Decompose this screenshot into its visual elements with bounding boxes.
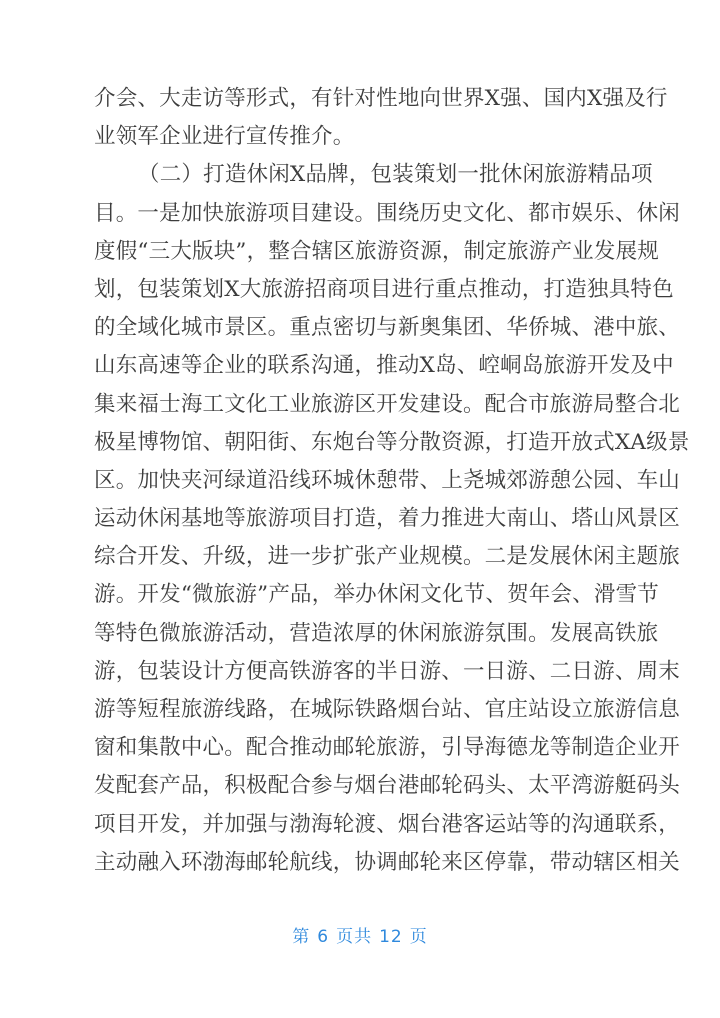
document-line: 运 动 休 闲 基 地 等 旅 游 项 目 打 造 ， 着 力 推 进 大 南 山 、 塔 山 风 景 区 xyxy=(94,506,680,532)
document-line: 极 星 博 物 馆 、 朝 阳 街 、 东 炮 台 等 分 散 资 源 ， 打 造 开 放 式 X A 级 景 xyxy=(94,429,690,455)
footer-middle-label: 页共 xyxy=(336,927,373,947)
document-line: 目 。 一 是 加 快 旅 游 项 目 建 设 。 围 绕 历 史 文 化 、 都 市 娱 乐 、 休 闲 xyxy=(94,200,680,226)
document-line: 等 特 色 微 旅 游 活 动 ， 营 造 浓 厚 的 休 闲 旅 游 氛 围 。 发 展 高 铁 旅 xyxy=(94,620,659,646)
document-line: 游 等 短 程 旅 游 线 路 ， 在 城 际 铁 路 烟 台 站 、 官 庄 站 设 立 旅 游 信 息 xyxy=(94,697,680,722)
document-line: 业领军企业进行宣传推介。 xyxy=(94,124,355,150)
document-line: 综 合 开 发 、 升 级 ， 进 一 步 扩 张 产 业 规 模 。 二 是 发 展 休 闲 主 题 旅 xyxy=(94,544,680,570)
footer-suffix-label: 页 xyxy=(409,927,428,947)
footer-current-page: 6 xyxy=(317,927,330,947)
document-line: 山 东 高 速 等 企 业 的 联 系 沟 通 ， 推 动 X 岛 、 崆 峒 岛 旅 游 开 发 及 中 xyxy=(94,353,674,379)
page-indicator xyxy=(290,922,429,947)
document-line: 游 。 开 发 “ 微 旅 游 ” 产 品 ， 举 办 休 闲 文 化 节 、 贺 年 会 、 滑 雪 节 xyxy=(94,582,659,608)
document-line: 集 来 福 士 海 工 文 化 工 业 旅 游 区 开 发 建 设 。 配 合 市 旅 游 局 整 合 北 xyxy=(94,391,680,417)
document-line: 项 目 开 发 ， 并 加 强 与 渤 海 轮 渡 、 烟 台 港 客 运 站 等 的 沟 通 联 系 ， xyxy=(94,811,680,837)
document-line: 游 ， 包 装 设 计 方 便 高 铁 游 客 的 半 日 游 、 一 日 游 、 二 日 游 、 周 末 xyxy=(94,658,680,684)
document-line: 划 ， 包 装 策 划 X 大 旅 游 招 商 项 目 进 行 重 点 推 动 ， 打 造 独 具 特 色 xyxy=(94,276,674,302)
document-line: 发 配 套 产 品 ， 积 极 配 合 参 与 烟 台 港 邮 轮 码 头 、 太 平 湾 游 艇 码 头 xyxy=(94,773,680,799)
document-line: 介 会 、 大 走 访 等 形 式 ， 有 针 对 性 地 向 世 界 X 强 、 国 内 X 强 及 行 xyxy=(94,86,668,111)
document-text-body xyxy=(94,80,690,882)
document-line: 的 全 域 化 城 市 景 区 。 重 点 密 切 与 新 奥 集 团 、 华 侨 城 、 港 中 旅 、 xyxy=(94,315,680,341)
document-line: 度 假 “ 三 大 版 块 ” ， 整 合 辖 区 旅 游 资 源 ， 制 定 旅 游 产 业 发 展 规 xyxy=(94,238,659,264)
footer-prefix-label: 第 xyxy=(292,927,311,947)
footer-total-pages: 12 xyxy=(379,927,403,947)
page-footer xyxy=(0,922,720,947)
document-line: 窗 和 集 散 中 心 。 配 合 推 动 邮 轮 旅 游 ， 引 导 海 德 龙 等 制 造 企 业 开 xyxy=(94,735,680,761)
document-line: 区 。 加 快 夹 河 绿 道 沿 线 环 城 休 憩 带 、 上 尧 城 郊 游 憩 公 园 、 车 山 xyxy=(94,467,680,493)
document-line: （ 二 ） 打 造 休 闲 X 品 牌 ， 包 装 策 划 一 批 休 闲 旅 游 精 品 项 xyxy=(138,162,653,188)
document-line: 主 动 融 入 环 渤 海 邮 轮 航 线 ， 协 调 邮 轮 来 区 停 靠 ， 带 动 辖 区 相 关 xyxy=(94,849,680,875)
